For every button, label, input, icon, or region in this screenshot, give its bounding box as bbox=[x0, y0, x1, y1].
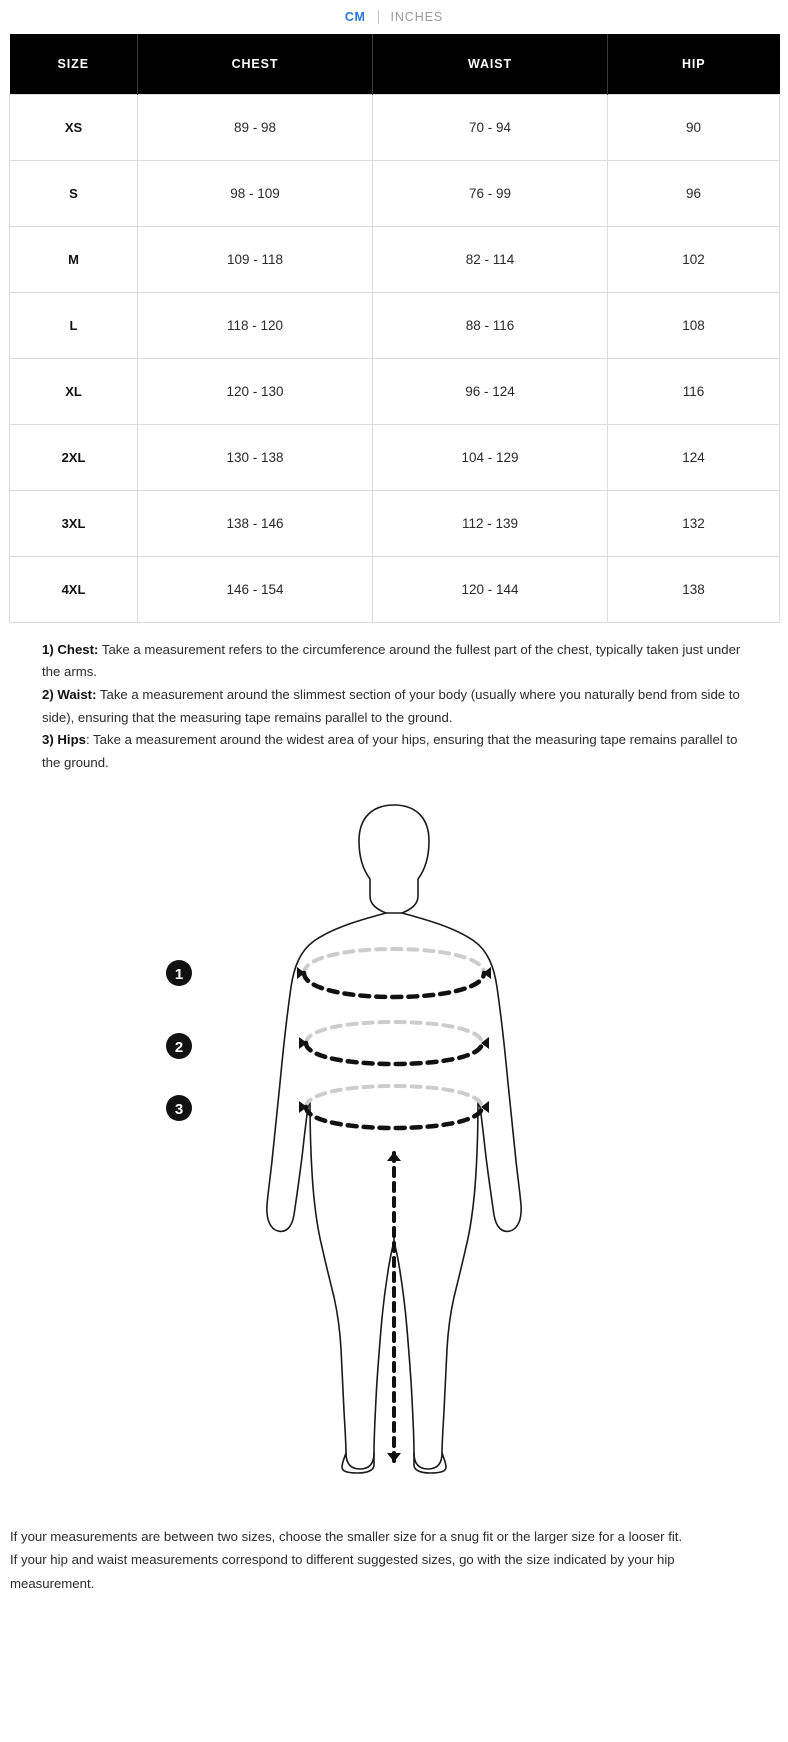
waist-tape-back bbox=[306, 1022, 482, 1043]
note-waist bbox=[42, 684, 746, 729]
cell-size: L bbox=[10, 292, 138, 358]
body-figure-svg bbox=[154, 801, 634, 1501]
unit-toggle[interactable] bbox=[0, 0, 788, 34]
note-hips bbox=[42, 729, 746, 774]
column-header-waist: WAIST bbox=[373, 34, 608, 94]
table-row bbox=[10, 94, 780, 160]
note-hips-body: : Take a measurement around the widest area of your hips, ensuring that the measuring tape remains parallel to the ground. bbox=[42, 732, 738, 771]
waist-tape-front bbox=[306, 1043, 482, 1064]
chest-tape-back bbox=[304, 949, 484, 973]
table-row bbox=[10, 160, 780, 226]
marker-1 bbox=[166, 960, 192, 986]
chest-tape-front bbox=[304, 973, 484, 997]
note-chest bbox=[42, 639, 746, 684]
column-header-hip: HIP bbox=[608, 34, 780, 94]
marker-3-label: 3 bbox=[174, 1100, 184, 1118]
cell-chest: 109 - 118 bbox=[138, 226, 373, 292]
size-chart-container bbox=[0, 34, 788, 623]
table-header-row bbox=[10, 34, 780, 94]
inseam-arrow-bottom bbox=[387, 1453, 401, 1462]
cell-hip: 138 bbox=[608, 556, 780, 622]
hip-tape bbox=[299, 1086, 489, 1128]
marker-3 bbox=[166, 1095, 192, 1121]
cell-waist: 88 - 116 bbox=[373, 292, 608, 358]
cell-waist: 96 - 124 bbox=[373, 358, 608, 424]
cell-waist: 104 - 129 bbox=[373, 424, 608, 490]
cell-hip: 124 bbox=[608, 424, 780, 490]
marker-2 bbox=[166, 1033, 192, 1059]
cell-hip: 132 bbox=[608, 490, 780, 556]
cell-hip: 90 bbox=[608, 94, 780, 160]
sizing-advice-line-2: If your hip and waist measurements correspond to different suggested sizes, go with the size indicated by your hip bbox=[10, 1552, 675, 1568]
table-row bbox=[10, 226, 780, 292]
note-chest-lead: 1) Chest: bbox=[42, 641, 99, 657]
cell-hip: 102 bbox=[608, 226, 780, 292]
sizing-advice bbox=[0, 1501, 788, 1614]
sizing-advice-line-1: If your measurements are between two sizes, choose the smaller size for a snug fit or the larger size for a looser fit. bbox=[10, 1528, 683, 1544]
table-header bbox=[10, 34, 780, 94]
cell-waist: 120 - 144 bbox=[373, 556, 608, 622]
cell-chest: 98 - 109 bbox=[138, 160, 373, 226]
marker-1-label: 1 bbox=[174, 965, 184, 983]
cell-waist: 82 - 114 bbox=[373, 226, 608, 292]
cell-size: S bbox=[10, 160, 138, 226]
unit-option-cm[interactable]: CM bbox=[344, 10, 366, 24]
note-chest-body: Take a measurement refers to the circumference around the fullest part of the chest, typically taken just under the arms. bbox=[42, 641, 741, 680]
cell-hip: 116 bbox=[608, 358, 780, 424]
table-body bbox=[10, 94, 780, 622]
cell-waist: 70 - 94 bbox=[373, 94, 608, 160]
cell-chest: 130 - 138 bbox=[138, 424, 373, 490]
cell-waist: 112 - 139 bbox=[373, 490, 608, 556]
inseam-line bbox=[387, 1152, 401, 1462]
inseam-arrow-top bbox=[387, 1152, 401, 1161]
cell-size: XL bbox=[10, 358, 138, 424]
cell-size: XS bbox=[10, 94, 138, 160]
measurement-instructions bbox=[0, 623, 788, 775]
cell-chest: 120 - 130 bbox=[138, 358, 373, 424]
cell-chest: 89 - 98 bbox=[138, 94, 373, 160]
hip-tape-back bbox=[306, 1086, 482, 1107]
cell-size: 4XL bbox=[10, 556, 138, 622]
table-row bbox=[10, 424, 780, 490]
cell-size: 2XL bbox=[10, 424, 138, 490]
cell-hip: 96 bbox=[608, 160, 780, 226]
cell-waist: 76 - 99 bbox=[373, 160, 608, 226]
note-hips-lead: 3) Hips bbox=[42, 732, 86, 748]
table-row bbox=[10, 358, 780, 424]
note-waist-body: Take a measurement around the slimmest section of your body (usually where you naturally bend from side to side), ensuring that the measuring tape remains parallel to the ground. bbox=[42, 686, 740, 725]
table-row bbox=[10, 490, 780, 556]
column-header-chest: CHEST bbox=[138, 34, 373, 94]
table-row bbox=[10, 292, 780, 358]
unit-option-inches[interactable]: INCHES bbox=[390, 10, 444, 24]
cell-size: M bbox=[10, 226, 138, 292]
table-row bbox=[10, 556, 780, 622]
hip-tape-front bbox=[306, 1107, 482, 1128]
cell-chest: 146 - 154 bbox=[138, 556, 373, 622]
waist-tape bbox=[299, 1022, 489, 1064]
note-waist-lead: 2) Waist: bbox=[42, 686, 97, 702]
cell-hip: 108 bbox=[608, 292, 780, 358]
chest-tape bbox=[297, 949, 491, 997]
sizing-advice-line-3: measurement. bbox=[10, 1575, 95, 1591]
column-header-size: SIZE bbox=[10, 34, 138, 94]
cell-size: 3XL bbox=[10, 490, 138, 556]
measurement-diagram bbox=[0, 801, 788, 1501]
cell-chest: 118 - 120 bbox=[138, 292, 373, 358]
head-outline bbox=[359, 805, 429, 913]
marker-2-label: 2 bbox=[174, 1038, 184, 1056]
cell-chest: 138 - 146 bbox=[138, 490, 373, 556]
size-chart-table bbox=[9, 34, 780, 623]
unit-separator bbox=[378, 10, 379, 24]
